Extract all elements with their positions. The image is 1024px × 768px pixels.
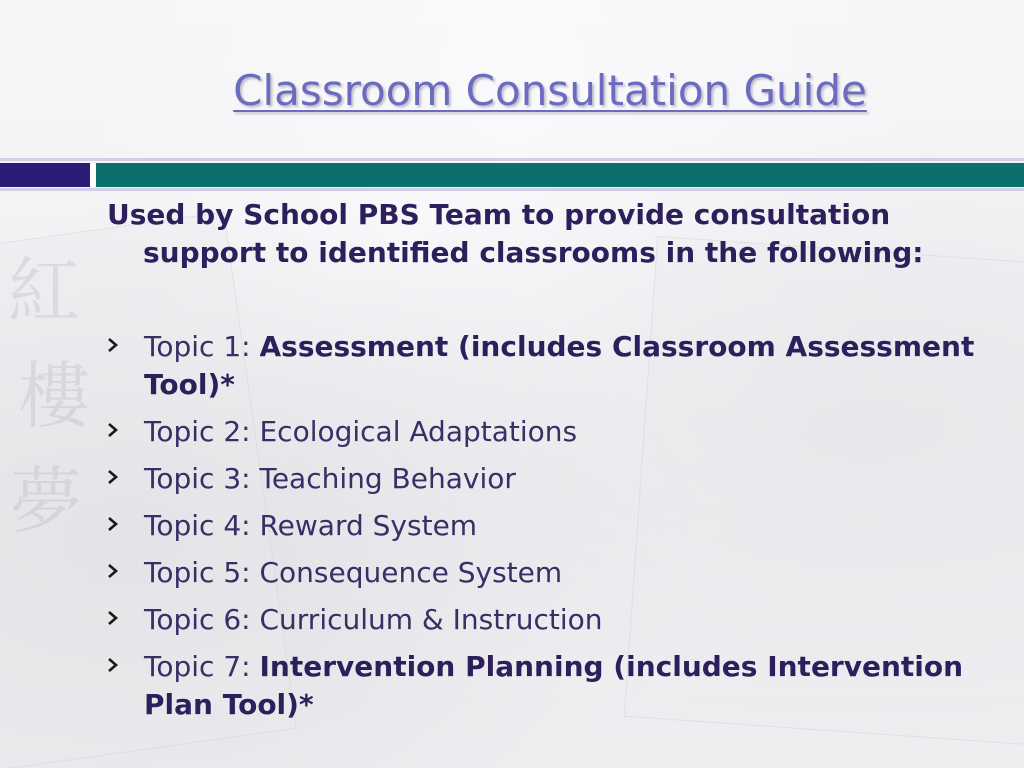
topic-item — [106, 554, 986, 592]
accent-bar-right — [96, 163, 1024, 187]
background-watermark-glyph: 樓 — [18, 354, 91, 438]
topic-item — [106, 413, 986, 451]
topic-text: Consequence System — [259, 556, 563, 589]
topic-item — [106, 648, 986, 724]
topic-item — [106, 507, 986, 545]
topic-item — [106, 328, 986, 404]
accent-bar-left — [0, 163, 90, 187]
topic-text: Assessment (includes Classroom Assessment Tool)* — [144, 330, 975, 401]
chevron-right-icon — [106, 335, 120, 355]
chevron-right-icon — [106, 420, 120, 440]
divider-line-top — [0, 158, 1024, 161]
topic-item — [106, 601, 986, 639]
topic-text: Reward System — [259, 509, 478, 542]
chevron-right-icon — [106, 514, 120, 534]
intro-text: Used by School PBS Team to provide consultation support to identified classrooms in the following: — [107, 198, 924, 269]
topic-text: Curriculum & Instruction — [259, 603, 603, 636]
topic-prefix: Topic 3: — [144, 462, 260, 495]
topic-prefix: Topic 6: — [144, 603, 260, 636]
topic-text: Intervention Planning (includes Intervention Plan Tool)* — [144, 650, 964, 721]
divider-line-bottom — [0, 188, 1024, 191]
chevron-right-icon — [106, 655, 120, 675]
topic-text: Teaching Behavior — [259, 462, 516, 495]
chevron-right-icon — [106, 561, 120, 581]
topic-prefix: Topic 4: — [144, 509, 260, 542]
background-watermark-glyph: 夢 — [10, 459, 83, 543]
topic-prefix: Topic 1: — [144, 330, 260, 363]
topic-text: Ecological Adaptations — [259, 415, 578, 448]
background-watermark-glyph: 紅 — [8, 249, 81, 333]
topic-item — [106, 460, 986, 498]
topic-prefix: Topic 2: — [144, 415, 260, 448]
topic-list — [106, 328, 986, 733]
topic-prefix: Topic 7: — [144, 650, 260, 683]
chevron-right-icon — [106, 467, 120, 487]
topic-prefix: Topic 5: — [144, 556, 260, 589]
chevron-right-icon — [106, 608, 120, 628]
slide-title[interactable]: Classroom Consultation Guide — [233, 66, 867, 115]
